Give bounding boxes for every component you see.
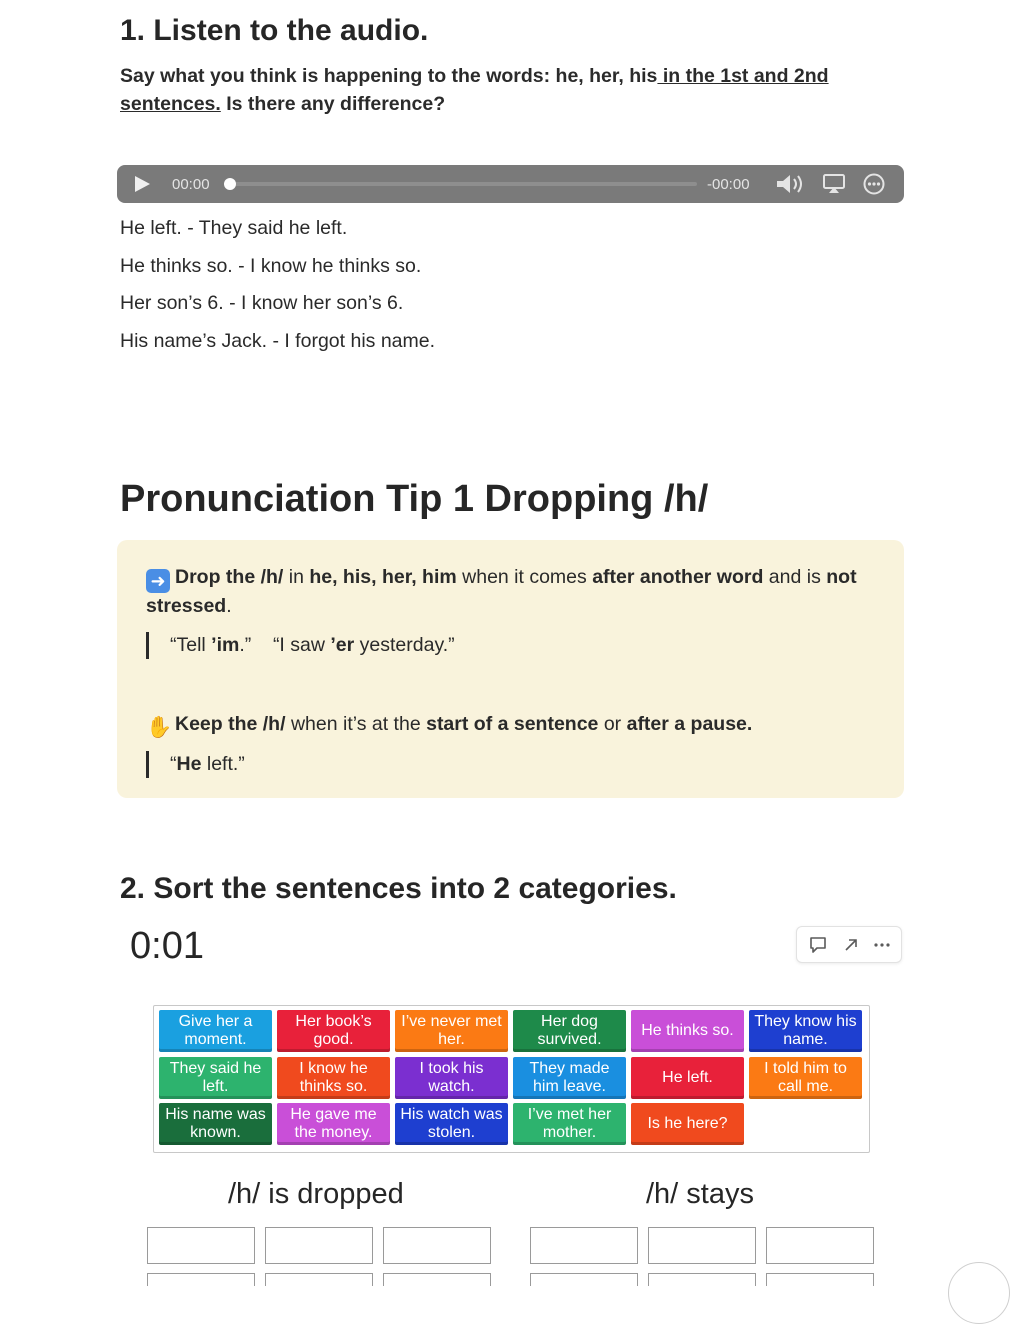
sentence-tile[interactable] bbox=[513, 1057, 626, 1099]
tile-label: Is he here? bbox=[647, 1115, 728, 1132]
sentence-tile[interactable] bbox=[277, 1103, 390, 1145]
sentence-tile[interactable] bbox=[277, 1057, 390, 1099]
tile-label: He left. bbox=[662, 1068, 713, 1086]
tile-label: They said he left. bbox=[169, 1059, 262, 1095]
sentence-line: His name’s Jack. - I forgot his name. bbox=[120, 329, 436, 352]
sentence-tile[interactable] bbox=[749, 1010, 862, 1052]
tile-label: I know he thinks so. bbox=[299, 1059, 368, 1095]
drop-rule bbox=[146, 564, 866, 620]
play-icon[interactable] bbox=[135, 176, 150, 192]
sentence-tile[interactable] bbox=[513, 1103, 626, 1145]
tile-label: I told him to call me. bbox=[764, 1059, 847, 1095]
section-2-heading: 2. Sort the sentences into 2 categories. bbox=[120, 872, 677, 905]
rule-bold: after a pause. bbox=[626, 713, 753, 735]
drop-slot[interactable] bbox=[383, 1227, 491, 1264]
floating-action-button[interactable] bbox=[948, 1262, 1010, 1324]
comment-icon[interactable] bbox=[808, 935, 828, 955]
sentence-line: He thinks so. - I know he thinks so. bbox=[120, 254, 422, 277]
raised-hand-icon: ✋ bbox=[146, 716, 173, 739]
instruction-text: Say what you think is happening to the words: he, her, his bbox=[120, 65, 658, 87]
drop-slot[interactable] bbox=[766, 1227, 874, 1264]
rule-text: or bbox=[598, 713, 627, 735]
quote-text: .” “I saw bbox=[239, 634, 331, 656]
instruction-text-end: Is there any difference? bbox=[220, 93, 446, 115]
volume-icon[interactable] bbox=[775, 173, 807, 195]
rule-bold: not stressed bbox=[146, 566, 857, 617]
tile-label: He gave me the money. bbox=[290, 1106, 377, 1141]
tile-label: Her dog survived. bbox=[537, 1013, 602, 1048]
rule-bold: he, his, her, him bbox=[309, 566, 457, 588]
tile-label: I’ve never met her. bbox=[401, 1013, 502, 1048]
quote-text: yesterday.” bbox=[354, 634, 455, 656]
seek-bar[interactable] bbox=[227, 182, 697, 186]
right-arrow-icon: ➜ bbox=[146, 569, 170, 593]
activity-timer: 0:01 bbox=[130, 925, 204, 967]
quote-text: left.” bbox=[201, 753, 245, 775]
elapsed-time: 00:00 bbox=[172, 176, 210, 193]
quote-text: “ bbox=[170, 753, 177, 775]
sort-tiles-board bbox=[153, 1005, 870, 1153]
airplay-icon[interactable] bbox=[823, 174, 845, 194]
category-dropped-label: /h/ is dropped bbox=[228, 1178, 404, 1210]
drop-example-quote bbox=[146, 632, 455, 659]
tile-label: His watch was stolen. bbox=[400, 1106, 503, 1141]
sentence-tile[interactable] bbox=[395, 1010, 508, 1052]
sentence-tile[interactable] bbox=[631, 1057, 744, 1099]
rule-text: when it comes bbox=[456, 566, 593, 588]
rule-text: . bbox=[226, 595, 232, 617]
sentence-line: Her son’s 6. - I know her son’s 6. bbox=[120, 292, 404, 314]
sentence-tile[interactable] bbox=[395, 1103, 508, 1145]
quote-bold: He bbox=[176, 753, 202, 775]
tile-label: They know his name. bbox=[754, 1013, 857, 1048]
open-external-icon[interactable] bbox=[841, 935, 861, 955]
sentence-tile[interactable] bbox=[277, 1010, 390, 1052]
tip-heading: Pronunciation Tip 1 Dropping /h/ bbox=[120, 478, 709, 520]
sentence-tile[interactable] bbox=[159, 1103, 272, 1145]
rule-text: when it’s at the bbox=[285, 713, 427, 735]
drop-slot[interactable] bbox=[530, 1227, 638, 1264]
example-sentences bbox=[120, 215, 435, 365]
sentence-tile[interactable] bbox=[159, 1010, 272, 1052]
rule-text: in bbox=[283, 566, 310, 588]
tile-label: His name was known. bbox=[165, 1106, 266, 1141]
tile-label: He thinks so. bbox=[641, 1022, 734, 1039]
rule-bold: start of a sentence bbox=[426, 713, 599, 735]
sentence-tile[interactable] bbox=[513, 1010, 626, 1052]
rule-bold: Drop the /h/ bbox=[175, 566, 284, 588]
tile-label: Give her a moment. bbox=[178, 1013, 253, 1048]
more-options-icon[interactable] bbox=[863, 173, 885, 195]
more-icon[interactable] bbox=[872, 935, 892, 955]
quote-text: “Tell bbox=[170, 634, 212, 656]
audio-player[interactable] bbox=[117, 165, 904, 203]
rule-bold: Keep the /h/ bbox=[175, 713, 286, 735]
sentence-tile[interactable] bbox=[159, 1057, 272, 1099]
sentence-line: He left. - They said he left. bbox=[120, 217, 348, 239]
sentence-tile[interactable] bbox=[395, 1057, 508, 1099]
quote-bold: ’im bbox=[211, 634, 240, 656]
drop-slot[interactable] bbox=[648, 1227, 756, 1264]
tip-callout bbox=[117, 540, 904, 798]
embed-toolbar bbox=[796, 926, 902, 963]
sentence-tile[interactable] bbox=[631, 1103, 744, 1145]
sentence-tile[interactable] bbox=[631, 1010, 744, 1052]
sentence-tile[interactable] bbox=[749, 1057, 862, 1099]
keep-rule bbox=[146, 711, 752, 740]
tile-label: Her book’s good. bbox=[295, 1013, 372, 1048]
section-1-instruction bbox=[120, 62, 880, 118]
seek-thumb[interactable] bbox=[224, 178, 236, 190]
instruction-underlined: in the 1st and 2nd sentences. bbox=[120, 65, 829, 115]
drop-slot[interactable] bbox=[265, 1227, 373, 1264]
tile-label: They made him leave. bbox=[529, 1059, 610, 1095]
section-1-heading: 1. Listen to the audio. bbox=[120, 14, 429, 47]
category-stays-label: /h/ stays bbox=[646, 1178, 754, 1210]
tile-label: I’ve met her mother. bbox=[527, 1106, 612, 1141]
keep-example-quote bbox=[146, 751, 245, 778]
remaining-time: -00:00 bbox=[707, 176, 750, 193]
drop-slot[interactable] bbox=[147, 1227, 255, 1264]
quote-bold: ’er bbox=[330, 634, 355, 656]
tile-label: I took his watch. bbox=[419, 1059, 484, 1095]
rule-bold: after another word bbox=[592, 566, 764, 588]
rule-text: and is bbox=[763, 566, 827, 588]
